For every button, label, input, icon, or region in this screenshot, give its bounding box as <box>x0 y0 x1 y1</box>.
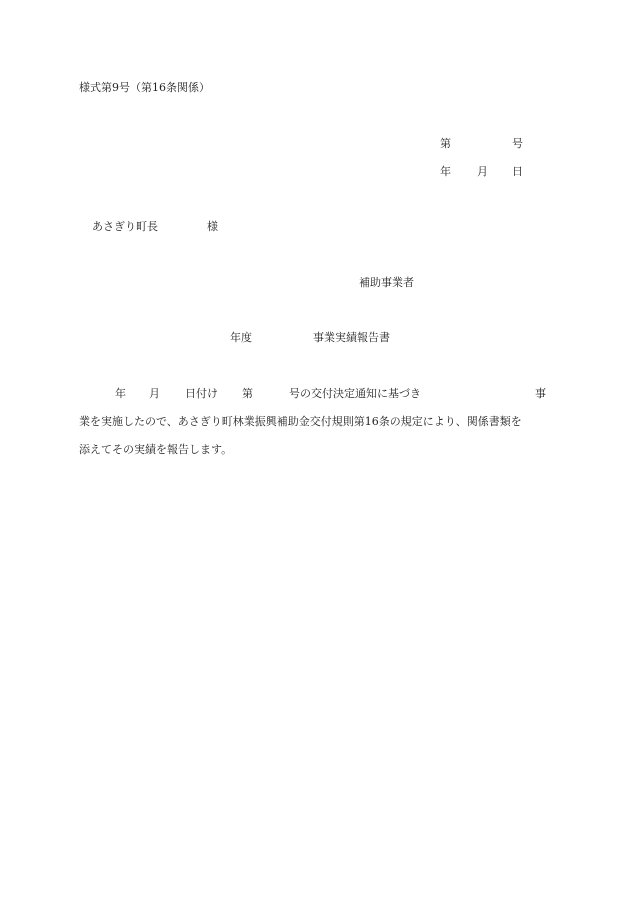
document-number-prefix: 第 <box>440 137 451 150</box>
body-line1-dated: 日付け <box>185 387 218 400</box>
body-line1-dai: 第 <box>242 387 253 400</box>
addressee-honorific: 様 <box>207 220 218 233</box>
title-fiscal-year: 年度 <box>230 331 252 344</box>
document-number-suffix: 号 <box>512 137 523 150</box>
body-line2: 業を実施したので、あさぎり町林業振興補助金交付規則第16条の規定により、関係書類を <box>79 415 522 428</box>
date-day-label: 日 <box>512 165 523 178</box>
date-month-label: 月 <box>477 165 488 178</box>
document-title: 事業実績報告書 <box>313 331 390 344</box>
body-line3: 添えてその実績を報告します。 <box>79 443 233 456</box>
body-line1-year: 年 <box>115 387 126 400</box>
form-number-heading: 様式第9号（第16条関係） <box>79 81 210 94</box>
body-line1-month: 月 <box>149 387 160 400</box>
body-line1-text: 号の交付決定通知に基づき <box>289 387 421 400</box>
body-line1-end: 事 <box>535 387 546 400</box>
addressee-name: あさぎり町長 <box>92 220 158 233</box>
date-year-label: 年 <box>440 165 451 178</box>
applicant-label: 補助事業者 <box>359 276 414 289</box>
